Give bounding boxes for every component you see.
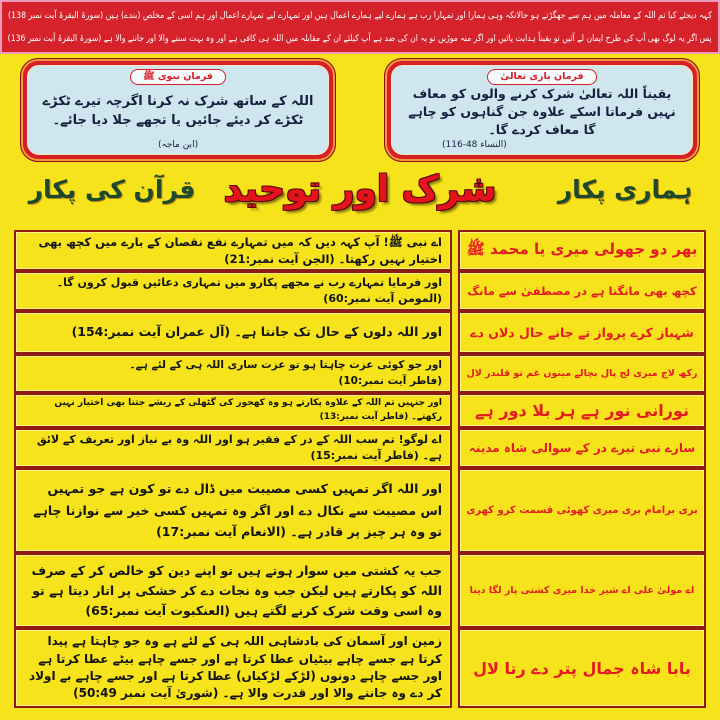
our-call-text: شہباز کرے پرواز تے جانے حال دلاں دے bbox=[470, 325, 694, 340]
our-call-text: سارے نبی تیرے در کے سوالی شاہ مدینہ bbox=[468, 441, 696, 455]
quote-text: یقیناً اللہ تعالیٰ شرک کرنے والوں کو معاف نہیں فرماتا اسکے علاوہ جن گناہوں کو چاہے گا معاف کردے گا۔ bbox=[408, 85, 676, 138]
quran-verse-cell bbox=[14, 628, 452, 708]
banner-verse-text: پس اگر یہ لوگ بھی آپ کی طرح ایمان لے آئیں تو یقیناً ہدایت پائیں اور اگر منہ موڑیں تو یہ ان کی ضد ہے آپ کیلئے ان کے مقابلہ میں اللہ ہی کافی ہے اور وہ بہت سننے والا اور جاننے والا ہے bbox=[104, 33, 712, 44]
quran-verse-text: اور جو کوئی عزت چاہتا ہو تو عزت ساری اللہ ہی کے لئے ہے۔ bbox=[129, 359, 442, 372]
quote-box-divine bbox=[384, 58, 700, 162]
banner-line-text bbox=[8, 34, 712, 44]
our-call-cell bbox=[458, 628, 706, 708]
comparison-table bbox=[14, 230, 706, 708]
quran-verse bbox=[24, 561, 442, 621]
quote-panel bbox=[27, 65, 329, 155]
verse-reference: (الانعام آیت نمبر:17) bbox=[156, 524, 286, 540]
heading-our-call: ہماری پکار bbox=[557, 174, 693, 204]
quran-verse-text: اور فرمایا تمہارے رب نے مجھے پکارو میں تمہاری دعائیں قبول کروں گا۔ bbox=[56, 276, 442, 290]
our-call-cell bbox=[458, 553, 706, 628]
quote-reference: (النساء 48-116) bbox=[442, 140, 507, 150]
quran-verse bbox=[72, 323, 442, 341]
heading-quran-call: قرآن کی پکار bbox=[28, 174, 196, 204]
verse-reference: (فاطر آیت نمبر:13) bbox=[319, 411, 409, 422]
quran-verse-text: اور اللہ دلوں کے حال تک جانتا ہے۔ bbox=[234, 324, 442, 340]
our-call-text: بابا شاہ جمال پتر دے رتا لال bbox=[473, 658, 691, 678]
verse-reference: (شوریٰ آیت نمبر 50:49) bbox=[73, 686, 219, 701]
quote-body bbox=[38, 85, 318, 139]
quran-verse bbox=[24, 432, 442, 464]
quran-verse-cell bbox=[14, 393, 452, 428]
quran-verse bbox=[24, 358, 442, 388]
quran-verse-cell bbox=[14, 230, 452, 271]
quran-verse bbox=[24, 478, 442, 544]
banner-line-text bbox=[8, 11, 712, 21]
our-call-text: کچھ بھی مانگنا ہے در مصطفیٰ سے مانگ bbox=[467, 284, 697, 298]
quran-verse bbox=[24, 633, 442, 703]
verse-reference: (فاطر آیت نمبر:15) bbox=[310, 449, 419, 462]
banner-line bbox=[8, 4, 712, 27]
verse-reference: (الجن آیت نمبر:21) bbox=[224, 251, 335, 266]
quran-verse-text: جب یہ کشتی میں سوار ہوتے ہیں تو اپنے دین کو خالص کر کے صرف اللہ کو پکارتے ہیں لیکن جب وہ نجات دے کر خشکی پر اتار دیتا ہے تو وہ اسی وقت شرک کرنے لگتے ہیں bbox=[31, 562, 442, 618]
quran-verse-cell bbox=[14, 428, 452, 468]
quote-title: فرمان نبوی ﷺ bbox=[130, 69, 226, 85]
quran-verse bbox=[24, 275, 442, 307]
top-verse-banner bbox=[0, 0, 720, 54]
our-call-cell bbox=[458, 271, 706, 311]
quran-verse-text: اور جنہیں تم اللہ کے علاوہ پکارتے ہو وہ کھجور کی گٹھلی کے ریشے جتنا بھی اختیار نہیں رکھتے۔ bbox=[54, 398, 442, 422]
our-call-text: بھر دو جھولی میری یا محمد ﷺ bbox=[466, 239, 698, 258]
our-call-text: بری برامام بری میری کھوٹی قسمت کرو کھری bbox=[466, 505, 698, 516]
verse-reference: (آل عمران آیت نمبر:154) bbox=[71, 324, 231, 340]
quran-verse bbox=[24, 397, 442, 423]
our-call-cell bbox=[458, 311, 706, 354]
our-call-cell bbox=[458, 428, 706, 468]
quran-verse-cell bbox=[14, 553, 452, 628]
quran-verse-text: اے لوگو! تم سب اللہ کے در کے فقیر ہو اور اللہ وہ بے نیاز اور تعریف کے لائق ہے۔ bbox=[36, 433, 442, 462]
our-call-text: اے مولیٰ علی اے شیر خدا میری کشتی پار لگا دینا bbox=[469, 585, 695, 596]
verse-reference: (المومن آیت نمبر:60) bbox=[323, 292, 442, 305]
banner-verse-reference: (سورۃ البقرۃ آیت نمبر 138) bbox=[8, 10, 104, 21]
quote-box-prophetic bbox=[20, 58, 336, 162]
quran-verse-cell bbox=[14, 468, 452, 553]
banner-line bbox=[8, 27, 712, 50]
quran-verse-cell bbox=[14, 354, 452, 393]
quote-reference: (ابن ماجہ) bbox=[157, 140, 199, 150]
quran-verse bbox=[24, 234, 442, 267]
quran-verse-text: زمین اور آسمان کی بادشاہی اللہ ہی کے لئے ہے وہ جو چاہتا ہے پیدا کرتا ہے جسے چاہے بیٹیاں عطا کرتا ہے اور جسے چاہے بیٹے عطا کرتا ہے اور جسے چاہے دونوں (لڑکے لڑکیاں) عطا کرتا ہے اور جسے چاہے بے اولاد کر دے وہ جاننے والا اور قدرت والا ہے۔ bbox=[28, 634, 442, 701]
our-call-text: نورانی نور ہے ہر بلا دور ہے bbox=[475, 401, 689, 420]
quran-verse-text: اے نبی ﷺ! آپ کہہ دیں کہ میں تمہارے نفع نقصان کے بارے میں کچھ بھی اختیار نہیں رکھتا۔ bbox=[38, 234, 442, 266]
page-title: شرک اور توحید bbox=[223, 168, 497, 210]
our-call-text: رکھ لاج میری لج پال بچالے مینوں غم تو قلندر لال bbox=[466, 368, 698, 379]
verse-reference: (فاطر آیت نمبر:10) bbox=[338, 374, 442, 387]
quote-text: اللہ کے ساتھ شرک نہ کرنا اگرچہ تیرے ٹکڑے ٹکڑے کر دیئے جائیں یا تجھے جلا دیا جائے۔ bbox=[42, 94, 314, 128]
banner-verse-reference: (سورۃ البقرۃ آیت نمبر 136) bbox=[8, 33, 102, 44]
quran-verse-cell bbox=[14, 271, 452, 311]
verse-reference: (العنکبوت آیت نمبر:65) bbox=[85, 602, 231, 618]
quran-verse-cell bbox=[14, 311, 452, 354]
quote-title: فرمان باری تعالیٰ bbox=[487, 69, 596, 85]
banner-verse-text: کہہ دیجئے کیا تم اللہ کے معاملہ میں ہم سے جھگڑتے ہو حالانکہ وہی ہمارا اور تمہارا رب ہے ہمارے لیے ہمارے اعمال ہیں اور تمہارے لیے تمہارے اعمال اور ہم اسی کے مخلص (بندے) ہیں bbox=[105, 10, 712, 21]
quran-verse-text: اور اللہ اگر تمہیں کسی مصیبت میں ڈال دے تو کون ہے جو تمہیں اس مصیبت سے نکال دے اور اگر وہ تمہیں کسی خیر سے نوازنا چاہے تو وہ ہر چیز پر قادر ہے۔ bbox=[33, 480, 442, 540]
our-call-cell bbox=[458, 354, 706, 393]
our-call-cell bbox=[458, 230, 706, 271]
our-call-cell bbox=[458, 393, 706, 428]
quote-panel bbox=[391, 65, 693, 155]
quote-body bbox=[402, 85, 682, 139]
our-call-cell bbox=[458, 468, 706, 553]
